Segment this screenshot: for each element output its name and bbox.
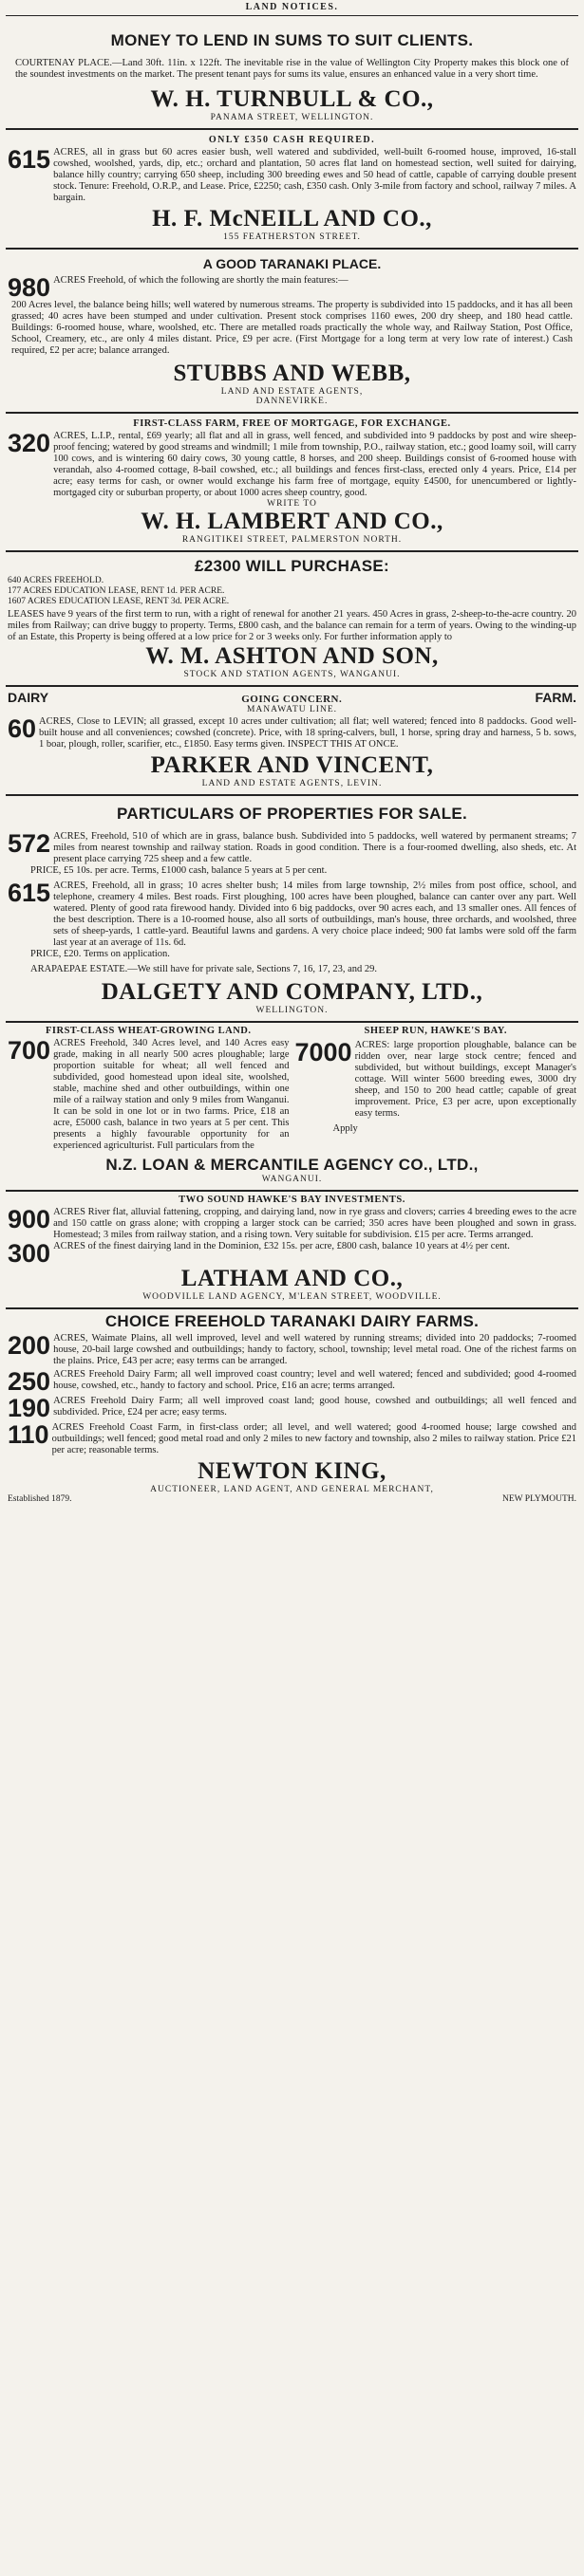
ad-latham	[6, 1192, 578, 1309]
ad4-listing	[8, 431, 576, 499]
ad8-right-column	[295, 1026, 577, 1152]
ad4-write: WRITE TO	[267, 499, 317, 509]
ad10-body-4: ACRES Freehold Coast Farm, in first-class order; all level, and well watered; good 4-roomed house; large cowshed and outbuildings; well fenced; good metal road and only 2 miles to new factory and township, also 2 miles to railway station. Price £21 per acre; reasonable terms.	[51, 1422, 576, 1455]
ad-nz-loan	[6, 1023, 578, 1192]
ad6-heading-right: FARM.	[535, 690, 576, 705]
ad3-acres: 980	[8, 273, 51, 302]
ad10-firm: NEWTON KING,	[198, 1458, 386, 1484]
ad-mcneill	[6, 130, 578, 250]
page-header: LAND NOTICES.	[245, 2, 339, 12]
ad9-body-1: ACRES River flat, alluvial fattening, cropping, and dairying land, now in rye grass and clovers; carries 4 breeding ewes to the acre and 150 cattle on grass alone; with cropping a larger stock can be carried; 350 acres have been ploughed and sown in grass. Homestead; 3 miles from railway station, and a rising town. Very suitable for subdivision. £15 per acre. Terms arranged.	[53, 1207, 576, 1240]
ad7-body-2: ACRES, Freehold, all in grass; 10 acres shelter bush; 14 miles from large township, 2½ miles from post office, school, and telephone, creamery 4 miles. Best roads. First ploughing, 100 acres have been ploughed, balance can canter over any part. Well watered. Plenty of good rata firewood handy. Divided into 6 big paddocks, over 90 acres each, and 13 smaller ones. All fences of the best description. There is a 10-roomed house, also all sorts of outbuildings, man's house, three orchards, and woolshed, three sets of sheep-yards, 1 cattle-yard. Beautiful lawns and gardens. A very choice place indeed; 900 fat lambs were sold off the farm last year at an average of 11s. 6d.	[53, 880, 576, 948]
ad9-acres-1: 900	[8, 1205, 51, 1233]
ad7-acres-2: 615	[8, 879, 51, 907]
ad3-firm: STUBBS AND WEBB,	[173, 361, 411, 386]
ad8-apply: Apply	[332, 1123, 358, 1134]
ad6-heading-mid: GOING CONCERN.	[241, 694, 343, 705]
header-rule	[6, 15, 578, 16]
ad8-right-listing	[295, 1040, 577, 1120]
ad7-body-1: ACRES, Freehold, 510 of which are in grass, balance bush. Subdivided into 5 paddocks, well watered by permanent streams; 7 miles from nearest township and railway station. Roads in good condition. There is a four-roomed dwelling, also sheds, etc. At present place carrying 725 sheep and a few cattle.	[53, 831, 576, 864]
ad8-left-heading: FIRST-CLASS WHEAT-GROWING LAND.	[45, 1026, 252, 1036]
ad9-firm: LATHAM AND CO.,	[180, 1266, 404, 1291]
ad10-place: NEW PLYMOUTH.	[501, 1494, 576, 1504]
ad8-right-acres: 7000	[294, 1038, 352, 1066]
ad10-listing-3	[8, 1396, 576, 1420]
ad10-listing-2	[8, 1369, 576, 1394]
ad5-line1: 640 ACRES FREEHOLD.	[8, 576, 104, 585]
ad4-firm: W. H. LAMBERT AND CO.,	[141, 509, 443, 534]
ad6-firm: PARKER AND VINCENT,	[150, 752, 434, 778]
ad3-intro: ACRES Freehold, of which the following are shortly the main features:—	[53, 275, 349, 286]
ad9-sub: WOODVILLE LAND AGENCY, M'LEAN STREET, WOODVILLE.	[142, 1292, 442, 1302]
ad7-sub: WELLINGTON.	[255, 1006, 329, 1015]
ad6-heading-left: DAIRY	[8, 690, 49, 705]
ad9-heading: TWO SOUND HAWKE'S BAY INVESTMENTS.	[179, 1195, 405, 1205]
ad6-acres: 60	[8, 714, 37, 743]
ad-newton-king	[6, 1309, 578, 1510]
ad2-firm: H. F. McNEILL AND CO.,	[152, 206, 432, 232]
ad9-listing-2	[8, 1241, 576, 1266]
ad-stubbs-webb	[6, 250, 578, 414]
ad2-listing	[8, 147, 576, 204]
ad10-listing-4	[8, 1422, 576, 1456]
ad10-sub: AUCTIONEER, LAND AGENT, AND GENERAL MERCHANT,	[150, 1485, 434, 1494]
ad5-sub: STOCK AND STATION AGENTS, WANGANUI.	[183, 670, 401, 679]
ad9-listing-1	[8, 1207, 576, 1241]
ad1-headline: MONEY TO LEND IN SUMS TO SUIT CLIENTS.	[110, 31, 474, 49]
ad1-address: PANAMA STREET, WELLINGTON.	[210, 113, 374, 122]
ad3-listing	[8, 275, 576, 300]
ad2-body: ACRES, all in grass but 60 acres easier bush, well watered and subdivided, well-built 6-roomed house, improved, 16-stall cowshed, woolshed, yards, dip, etc.; orchard and plantation, 50 acres flat land on homestead section, well suited for dairying, balance hilly country; carrying 650 sheep, including 300 breeding ewes and 50 head of cattle, capable of carrying double present stock. Tenure: Freehold, O.R.P., and Lease. Price, £2250; cash, £350 cash. Only 3-mile from factory and school, railway 7 miles. A bargain.	[53, 147, 576, 203]
ad7-heading: PARTICULARS OF PROPERTIES FOR SALE.	[116, 805, 468, 823]
ad-turnbull	[6, 19, 578, 130]
ad5-heading: £2300 WILL PURCHASE:	[194, 557, 389, 575]
ad3-sub2: DANNEVIRKE.	[255, 397, 329, 406]
ad10-footer-row	[8, 1494, 576, 1505]
ad7-acres-1: 572	[8, 829, 51, 858]
ad10-listing-1	[8, 1333, 576, 1367]
ad6-line: MANAWATU LINE.	[246, 705, 338, 714]
ad8-left-listing	[8, 1038, 290, 1152]
ad8-sub: WANGANUI.	[261, 1175, 323, 1184]
ad7-firm: DALGETY AND COMPANY, LTD.,	[101, 979, 483, 1005]
ad-parker-vincent	[6, 687, 578, 796]
ad3-heading: A GOOD TARANAKI PLACE.	[202, 256, 382, 271]
ad3-body: 200 Acres level, the balance being hills; well watered by numerous streams. The property is subdivided into 15 paddocks, and it has all been grassed; 40 acres have been stumped and under cultivation. Present stock comprises 1160 ewes, 200 dry sheep, and 180 head cattle. Buildings: 6-roomed house, whare, woolshed, etc. There are metalled roads practically the whole way, and Railway Station, Post Office, School, Creamery, etc., are only 4 miles distant. Price, £9 per acre. (First Mortgage for a long term at very low rate of interest.) Cash required, £2 per acre; balance arranged.	[11, 300, 573, 356]
ad7-listing-2	[8, 880, 576, 949]
ad10-body-1: ACRES, Waimate Plains, all well improved, level and well watered by running streams; divided into 20 paddocks; 7-roomed house, 20-bail large cowshed and outbuildings; handy to factory, school, township; level metal road. One of the richest farms on the plains. Price, £43 per acre; easy terms can be arranged.	[53, 1333, 576, 1366]
ad-dalgety	[6, 796, 578, 1023]
ad10-acres-2: 250	[8, 1367, 51, 1396]
ad10-acres-3: 190	[8, 1394, 51, 1422]
ad7-price-1: PRICE, £5 10s. per acre. Terms, £1000 cash, balance 5 years at 5 per cent.	[30, 865, 328, 876]
ad9-body-2: ACRES of the finest dairying land in the Dominion, £32 15s. per acre, £800 cash, balance 10 years at 4½ per cent.	[53, 1241, 510, 1251]
ad6-heading-row	[8, 690, 576, 705]
ad2-heading: ONLY £350 CASH REQUIRED.	[208, 135, 376, 145]
ad7-price-2: PRICE, £20. Terms on application.	[30, 949, 170, 959]
ad8-columns	[8, 1026, 576, 1152]
ad8-firm: N.Z. LOAN & MERCANTILE AGENCY CO., LTD.,	[105, 1156, 479, 1174]
ad1-firm: W. H. TURNBULL & CO.,	[150, 86, 434, 112]
ad8-left-body: ACRES Freehold, 340 Acres level, and 140 Acres easy grade, making in all nearly 500 acres ploughable; large proportion suitable for wheat; all well fenced and subdivided, good homestead upon ideal site, woolshed, stable, machine shed and other outbuildings, within one mile of a railway station and only 9 miles from Wanganui. It can be sold in one lot or in two farms. Price, £18 an acre, £5000 cash, balance in two years at 5 per cent. This presents a highly favourable opportunity for an experienced agriculturist. Full particulars from the	[53, 1038, 290, 1151]
ad7-arapaepae: ARAPAEPAE ESTATE.—We still have for private sale, Sections 7, 16, 17, 23, and 29.	[30, 964, 378, 974]
ad2-acres: 615	[8, 145, 51, 174]
ad4-heading: FIRST-CLASS FARM, FREE OF MORTGAGE, FOR EXCHANGE.	[133, 418, 451, 429]
ad10-body-3: ACRES Freehold Dairy Farm; all well improved coast land; good house, cowshed and outbuildings; all well fenced and subdivided. Price, £24 per acre; easy terms.	[53, 1396, 576, 1418]
ad10-established: Established 1879.	[8, 1494, 72, 1504]
ad4-body: ACRES, L.I.P., rental, £69 yearly; all flat and all in grass, well fenced, and subdivided into 9 paddocks by post and wire sheep-proof fencing; watered by good streams and windmill; 1 mile from township, P.O., railway station, etc.; good loamy soil, will carry 100 cows, and is wintering 60 dairy cows, 30 young cattle, 8 horses, and 200 sheep. Buildings consist of 6-roomed house with verandah, also 4-roomed cottage, 8-bail cowshed, etc.; all buildings and fences first-class, erected only 4 years. Price, £14 per acre; easy terms for cash, or owner would exchange his farm free of mortgage, equity £4500, for unencumbered or lightly-mortgaged city or suburban property, or about 1000 acres sheep country, good.	[53, 431, 576, 498]
ad10-body-2: ACRES Freehold Dairy Farm; all well improved coast country; level and well watered; fenced and subdivided; good 4-roomed house, cowshed, etc., handy to factory and school. Price, £16 an acre; terms arranged.	[53, 1369, 576, 1391]
ad-lambert	[6, 414, 578, 552]
ad9-acres-2: 300	[8, 1239, 51, 1268]
ad10-acres-1: 200	[8, 1331, 51, 1360]
ad1-body: COURTENAY PLACE.—Land 30ft. 11in. x 122ft. The inevitable rise in the value of Wellington City Property makes this block one of the soundest investments on the market. The present tenant pays for sums its value, ensures an enhanced value in a very short time.	[15, 58, 569, 80]
ad10-acres-4: 110	[8, 1420, 49, 1449]
ad8-left-column	[8, 1026, 290, 1152]
ad8-right-body: ACRES: large proportion ploughable, balance can be ridden over, near large stock centre; fenced and subdivided, but without buildings, except Manager's cottage. Will winter 5600 breeding ewes, 3000 dry sheep, and 150 to 200 head cattle; capable of great improvement. Price, £3 per acre, upon exceptionally easy terms.	[354, 1040, 576, 1119]
ad5-firm: W. M. ASHTON AND SON,	[145, 643, 439, 669]
ad3-sub1: LAND AND ESTATE AGENTS,	[220, 387, 364, 397]
ad6-listing	[8, 716, 576, 751]
ad5-line2: 177 ACRES EDUCATION LEASE, RENT 1d. PER ACRE.	[8, 586, 225, 596]
ad2-address: 155 FEATHERSTON STREET.	[223, 232, 361, 242]
ad5-line3: 1607 ACRES EDUCATION LEASE, RENT 3d. PER ACRE.	[8, 597, 230, 606]
ad4-acres: 320	[8, 429, 51, 457]
ad6-body: ACRES, Close to LEVIN; all grassed, except 10 acres under cultivation; all flat; well watered; fenced into 8 paddocks. Good well-built house and all conveniences; cowshed (concrete). Price, with 18 spring-calvers, bull, 1 horse, spring dray and harness, 5 b. sows, 1 boar, plough, roller, scarifier, etc., £1850. Easy terms given. INSPECT THIS AT ONCE.	[39, 716, 576, 750]
ad5-body: LEASES have 9 years of the first term to run, with a right of renewal for another 21 years. 450 Acres in grass, 2-sheep-to-the-acre country. 20 miles from Railway; can drive buggy to property. Terms, £800 cash, and the balance can remain for a term of years. Owing to the winding-up of an Estate, this Property is being offered at a low price for 2 or 3 weeks only. For further information apply to	[8, 609, 576, 642]
land-notices-page	[6, 0, 578, 1510]
ad4-address: RANGITIKEI STREET, PALMERSTON NORTH.	[181, 535, 403, 545]
ad8-left-acres: 700	[8, 1036, 51, 1065]
ad-ashton	[6, 552, 578, 687]
ad7-listing-1	[8, 831, 576, 865]
ad10-heading: CHOICE FREEHOLD TARANAKI DAIRY FARMS.	[104, 1312, 480, 1330]
ad8-right-heading: SHEEP RUN, HAWKE'S BAY.	[364, 1026, 507, 1036]
ad6-sub: LAND AND ESTATE AGENTS, LEVIN.	[201, 779, 383, 788]
